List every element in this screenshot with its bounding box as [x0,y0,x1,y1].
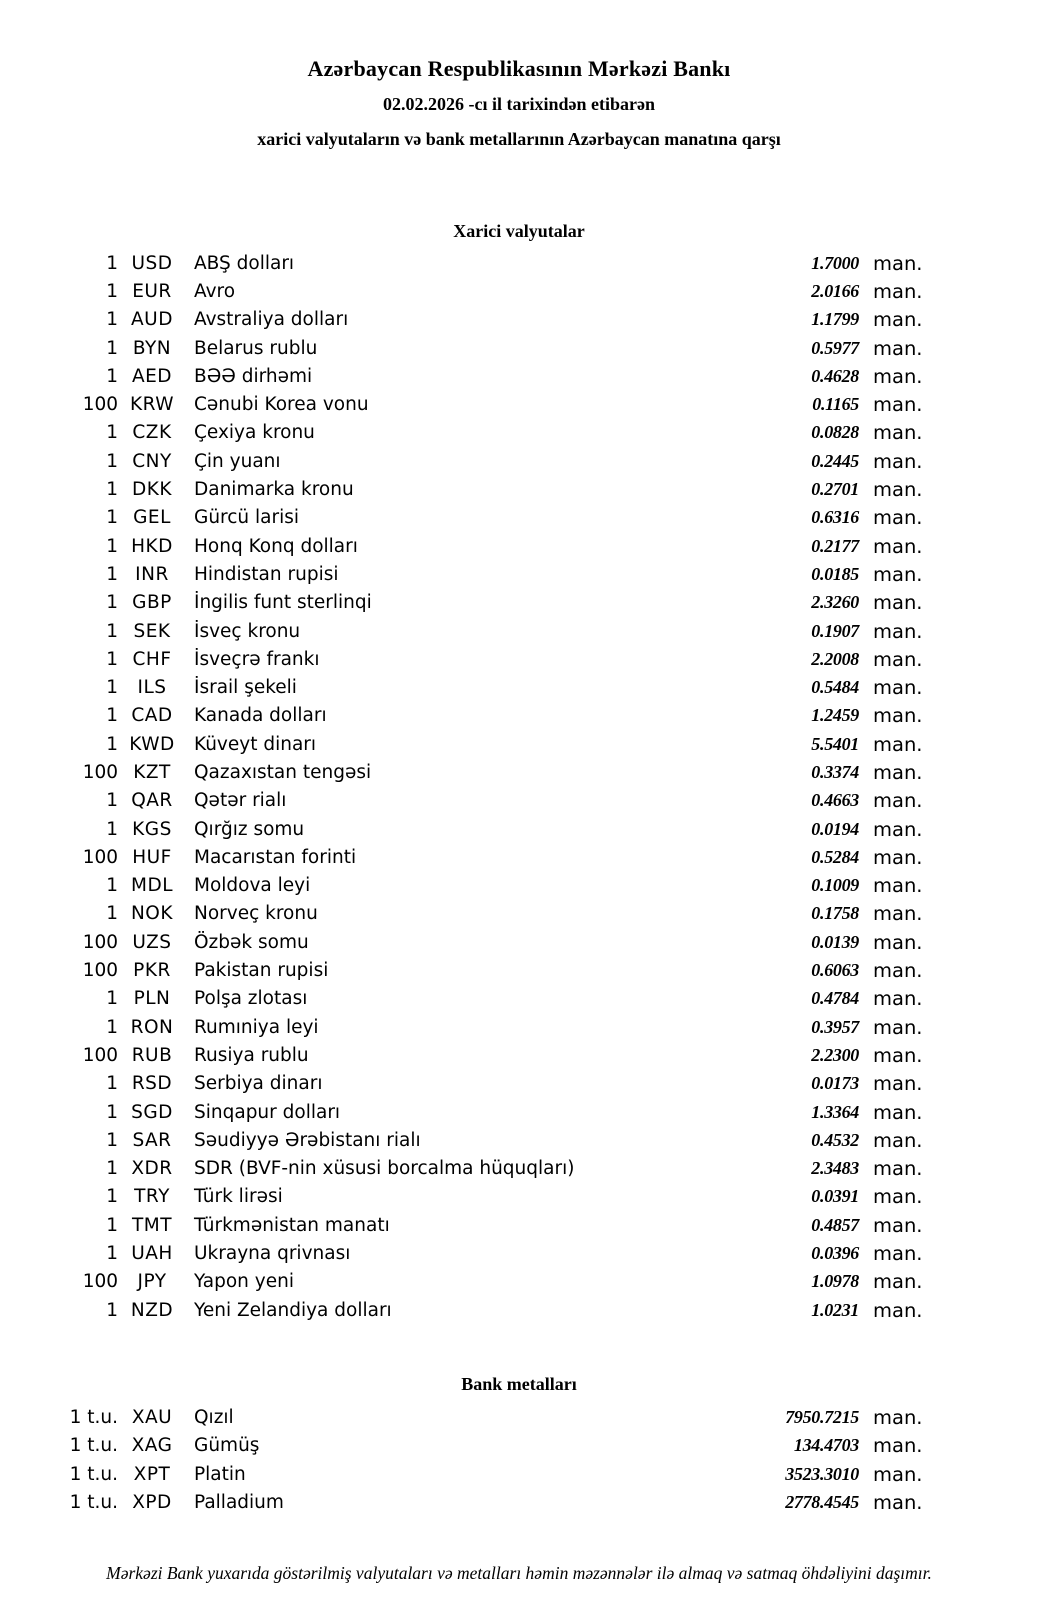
nominal-value: 1 [106,1186,118,1208]
unit-label: man. [873,308,923,332]
nominal-value: 1 [106,875,118,897]
currency-name: İsrail şekeli [194,677,297,699]
nominal-value: 100 [82,394,118,416]
table-row [0,872,1038,900]
rate-value: 1.1799 [811,309,859,330]
nominal-value: 1 t.u. [69,1406,118,1428]
rate-value: 0.0396 [811,1243,859,1264]
disclaimer-text: Mərkəzi Bank yuxarıda göstərilmiş valyutaları və metalları həmin məzənnələr ilə almaq və satmaq öhdəliyini daşımır. [106,1563,932,1584]
table-row [0,1126,1038,1154]
nominal-value: 1 [106,903,118,925]
unit-label: man. [873,478,923,502]
currency-code: KGS [132,818,172,840]
unit-label: man. [873,732,923,756]
rate-value: 0.4663 [811,790,859,811]
currency-name: Gümüş [194,1435,260,1457]
currency-code: RUB [131,1044,173,1066]
unit-label: man. [873,449,923,473]
currency-name: SDR (BVF-nin xüsusi borcalma hüquqları) [194,1158,575,1180]
currency-name: İsveçrə frankı [194,648,320,670]
table-row [0,617,1038,645]
unit-label: man. [873,1043,923,1067]
currency-code: CNY [132,450,172,472]
currency-code: SEK [133,620,171,642]
currency-name: Avro [194,280,236,302]
currency-code: UAH [131,1243,173,1265]
unit-label: man. [873,562,923,586]
currency-name: Qazaxıstan tengəsi [194,761,372,783]
currency-name: Çexiya kronu [194,422,315,444]
currency-name: Palladium [194,1491,284,1513]
currency-name: Honq Konq dolları [194,535,358,557]
rate-value: 1.2459 [811,705,859,726]
unit-label: man. [873,336,923,360]
nominal-value: 1 [106,1214,118,1236]
table-row [0,1460,1038,1488]
table-row [0,1488,1038,1516]
currency-name: ABŞ dolları [194,252,295,274]
currency-name: Qızıl [194,1406,234,1428]
rate-value: 0.0194 [811,818,859,839]
page-subtitle: xarici valyutaların və bank metallarının Azərbaycan manatına qarşı [257,129,781,149]
currency-code: ILS [137,677,167,699]
table-row [0,815,1038,843]
rate-value: 0.4628 [811,365,859,386]
table-row [0,730,1038,758]
currency-code: GBP [132,592,172,614]
table-row [0,419,1038,447]
rate-value: 1.0231 [811,1299,859,1320]
unit-label: man. [873,647,923,671]
nominal-value: 1 [106,422,118,444]
rate-value: 134.4703 [793,1435,859,1456]
currency-code: BYN [132,337,172,359]
table-row [0,956,1038,984]
rate-value: 1.3364 [811,1101,859,1122]
currency-code: PLN [133,988,171,1010]
unit-label: man. [873,1100,923,1124]
currency-code: USD [131,252,173,274]
currency-name: Avstraliya dolları [194,309,349,331]
nominal-value: 100 [82,846,118,868]
rate-value: 0.1165 [812,394,859,415]
currency-name: Gürcü larisi [194,507,300,529]
currency-name: Rusiya rublu [194,1044,309,1066]
nominal-value: 1 [106,479,118,501]
unit-label: man. [873,704,923,728]
currency-code: KRW [129,394,175,416]
unit-label: man. [873,506,923,530]
currency-name: Serbiya dinarı [194,1073,323,1095]
unit-label: man. [873,1462,923,1486]
unit-label: man. [873,1270,923,1294]
rate-value: 0.4784 [811,988,859,1009]
unit-label: man. [873,930,923,954]
unit-label: man. [873,1242,923,1266]
nominal-value: 1 t.u. [69,1491,118,1513]
unit-label: man. [873,1015,923,1039]
currency-name: Qətər rialı [194,790,287,812]
currency-name: Özbək somu [194,931,309,953]
unit-label: man. [873,817,923,841]
currency-name: Türk lirəsi [194,1186,283,1208]
nominal-value: 1 [106,1073,118,1095]
currency-code: SAR [132,1129,172,1151]
metals-section-heading: Bank metalları [461,1374,577,1395]
table-row [0,1211,1038,1239]
rate-value: 0.0391 [811,1186,859,1207]
nominal-value: 1 [106,818,118,840]
table-row [0,1098,1038,1126]
table-row [0,928,1038,956]
currency-name: Sinqapur dolları [194,1101,341,1123]
currency-code: XAU [131,1406,173,1428]
table-row [0,390,1038,418]
rate-value: 7950.7215 [785,1406,859,1427]
currency-code: AUD [131,309,173,331]
currency-code: JPY [137,1271,167,1293]
currency-name: Yapon yeni [194,1271,294,1293]
rate-value: 2778.4545 [785,1491,859,1512]
rate-value: 0.3957 [811,1016,859,1037]
nominal-value: 1 [106,507,118,529]
nominal-value: 1 [106,648,118,670]
currency-table [0,249,1038,1324]
nominal-value: 1 [106,1299,118,1321]
unit-label: man. [873,760,923,784]
rate-value: 0.2701 [811,479,859,500]
rate-value: 0.0139 [811,931,859,952]
currency-name: Danimarka kronu [194,479,354,501]
currency-code: SGD [131,1101,173,1123]
table-row [0,787,1038,815]
nominal-value: 100 [82,1044,118,1066]
rate-value: 0.3374 [811,761,859,782]
currency-name: Səudiyyə Ərəbistanı rialı [194,1129,421,1151]
rate-value: 0.5284 [811,846,859,867]
rate-value: 2.0166 [811,280,859,301]
unit-label: man. [873,1434,923,1458]
currency-name: İngilis funt sterlinqi [194,592,372,614]
table-row [0,843,1038,871]
table-row [0,475,1038,503]
rate-value: 0.2177 [811,535,859,556]
nominal-value: 1 [106,309,118,331]
unit-label: man. [873,1128,923,1152]
nominal-value: 1 [106,790,118,812]
table-row [0,589,1038,617]
nominal-value: 1 t.u. [69,1435,118,1457]
currency-name: Polşa zlotası [194,988,308,1010]
table-row [0,1155,1038,1183]
rate-value: 0.0185 [811,563,859,584]
currency-code: TMT [131,1214,173,1236]
rate-value: 0.0828 [811,422,859,443]
currency-code: EUR [132,280,172,302]
currency-name: Kanada dolları [194,705,327,727]
rate-value: 0.4532 [811,1129,859,1150]
nominal-value: 100 [82,931,118,953]
nominal-value: 1 [106,733,118,755]
currency-code: XAG [131,1435,173,1457]
rate-value: 2.3260 [811,592,859,613]
currency-code: DKK [131,479,172,501]
currency-name: İsveç kronu [194,620,301,642]
nominal-value: 1 [106,365,118,387]
currency-code: QAR [131,790,173,812]
nominal-value: 100 [82,1271,118,1293]
unit-label: man. [873,902,923,926]
currency-name: Cənubi Korea vonu [194,394,369,416]
nominal-value: 1 [106,592,118,614]
table-row [0,1183,1038,1211]
currency-code: GEL [133,507,171,529]
table-row [0,1041,1038,1069]
currency-name: Norveç kronu [194,903,318,925]
nominal-value: 1 [106,535,118,557]
table-row [0,1296,1038,1324]
table-row [0,1432,1038,1460]
rate-value: 0.5484 [811,677,859,698]
table-row [0,1268,1038,1296]
unit-label: man. [873,279,923,303]
currency-name: Rumıniya leyi [194,1016,319,1038]
rate-value: 0.1009 [811,875,859,896]
currency-code: AED [131,365,173,387]
table-row [0,985,1038,1013]
currency-code: NOK [130,903,174,925]
unit-label: man. [873,364,923,388]
unit-label: man. [873,789,923,813]
unit-label: man. [873,591,923,615]
currency-code: KZT [133,761,171,783]
currency-name: Yeni Zelandiya dolları [194,1299,392,1321]
nominal-value: 1 [106,450,118,472]
currency-code: MDL [130,875,173,897]
table-row [0,447,1038,475]
table-row [0,1403,1038,1431]
nominal-value: 1 [106,280,118,302]
nominal-value: 1 [106,620,118,642]
unit-label: man. [873,1298,923,1322]
table-row [0,532,1038,560]
currency-name: Ukrayna qrivnası [194,1243,351,1265]
unit-label: man. [873,534,923,558]
currencies-section-heading: Xarici valyutalar [453,221,585,241]
table-row [0,1070,1038,1098]
currency-code: RON [130,1016,174,1038]
unit-label: man. [873,676,923,700]
currency-name: Küveyt dinarı [194,733,317,755]
unit-label: man. [873,421,923,445]
rate-value: 0.1758 [811,903,859,924]
unit-label: man. [873,1185,923,1209]
rate-value: 0.6316 [811,507,859,528]
unit-label: man. [873,619,923,643]
page-header [0,0,1038,150]
currency-code: NZD [130,1299,174,1321]
unit-label: man. [873,1072,923,1096]
currency-code: UZS [132,931,172,953]
unit-label: man. [873,1213,923,1237]
rate-value: 5.5401 [811,733,859,754]
unit-label: man. [873,393,923,417]
rate-value: 0.5977 [811,337,859,358]
effective-date: 02.02.2026 -cı il tarixindən etibarən [383,94,655,114]
rate-value: 0.4857 [811,1214,859,1235]
currency-name: Pakistan rupisi [194,960,329,982]
page-title: Azərbaycan Respublikasının Mərkəzi Bankı [307,56,731,81]
table-row [0,362,1038,390]
currency-code: HUF [132,846,172,868]
rate-value: 2.2008 [811,648,859,669]
nominal-value: 1 [106,677,118,699]
table-row [0,334,1038,362]
unit-label: man. [873,874,923,898]
currency-code: KWD [129,733,175,755]
table-row [0,504,1038,532]
nominal-value: 100 [82,761,118,783]
currency-name: Hindistan rupisi [194,563,339,585]
currency-name: BƏƏ dirhəmi [194,365,313,387]
table-row [0,560,1038,588]
nominal-value: 1 [106,705,118,727]
table-row [0,277,1038,305]
nominal-value: 1 [106,563,118,585]
table-row [0,645,1038,673]
currency-code: CZK [132,422,172,444]
table-row [0,249,1038,277]
currency-code: XDR [131,1158,173,1180]
currency-code: TRY [134,1186,170,1208]
rate-value: 1.0978 [811,1271,859,1292]
currency-code: XPD [132,1491,172,1513]
nominal-value: 100 [82,960,118,982]
unit-label: man. [873,845,923,869]
unit-label: man. [873,959,923,983]
nominal-value: 1 [106,1016,118,1038]
nominal-value: 1 [106,1243,118,1265]
currency-name: Macarıstan forinti [194,846,357,868]
table-row [0,306,1038,334]
table-row [0,1013,1038,1041]
table-row [0,758,1038,786]
nominal-value: 1 [106,337,118,359]
currency-name: Moldova leyi [194,875,311,897]
rate-value: 2.2300 [811,1044,859,1065]
unit-label: man. [873,1157,923,1181]
currency-code: INR [135,563,169,585]
nominal-value: 1 [106,988,118,1010]
metals-table [0,1403,1038,1516]
currency-code: RSD [131,1073,173,1095]
nominal-value: 1 [106,252,118,274]
currency-code: CHF [132,648,172,670]
currency-name: Çin yuanı [194,450,281,472]
rate-value: 1.7000 [811,252,859,273]
unit-label: man. [873,987,923,1011]
unit-label: man. [873,251,923,275]
currency-name: Qırğız somu [194,818,305,840]
table-row [0,1239,1038,1267]
rate-value: 0.2445 [811,450,859,471]
currency-name: Türkmənistan manatı [194,1214,390,1236]
nominal-value: 1 [106,1158,118,1180]
table-row [0,673,1038,701]
unit-label: man. [873,1490,923,1514]
nominal-value: 1 [106,1129,118,1151]
unit-label: man. [873,1405,923,1429]
rate-value: 0.0173 [811,1073,859,1094]
currency-code: PKR [133,960,171,982]
table-row [0,702,1038,730]
rate-value: 0.1907 [811,620,859,641]
currency-code: XPT [133,1463,171,1485]
currency-code: HKD [131,535,173,557]
currency-name: Platin [194,1463,246,1485]
nominal-value: 1 [106,1101,118,1123]
rate-value: 0.6063 [811,960,859,981]
nominal-value: 1 t.u. [69,1463,118,1485]
rate-value: 2.3483 [811,1158,859,1179]
currency-name: Belarus rublu [194,337,318,359]
table-row [0,900,1038,928]
rate-value: 3523.3010 [785,1463,859,1484]
currency-code: CAD [131,705,173,727]
